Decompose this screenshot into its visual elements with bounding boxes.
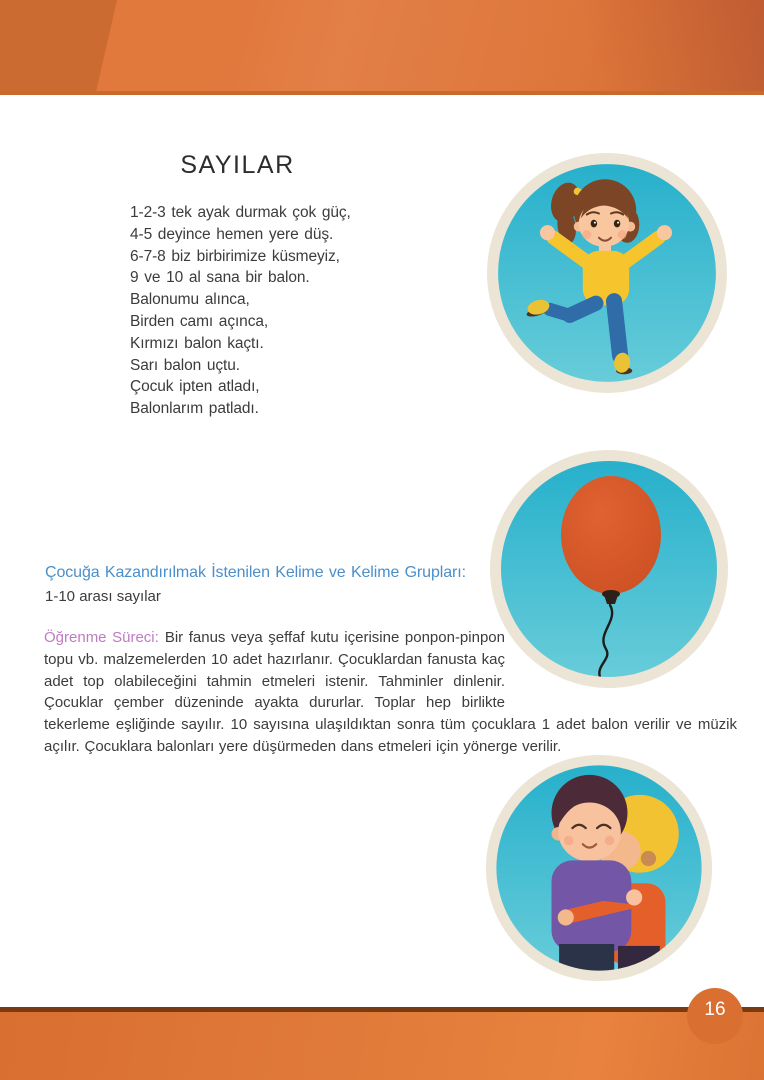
poem-line: 6-7-8 biz birbirimize küsmeyiz, xyxy=(130,247,340,265)
poem-line: Birden camı açınca, xyxy=(130,312,269,330)
poem-line: 9 ve 10 al sana bir balon. xyxy=(130,269,310,287)
page-title: SAYILAR xyxy=(180,151,295,179)
hugging-children-illustration xyxy=(485,754,713,982)
vocabulary-text: 1-10 arası sayılar xyxy=(45,588,161,605)
poem-line: Balonumu alınca, xyxy=(130,291,250,309)
footer-band xyxy=(0,1007,764,1080)
page-number-badge xyxy=(687,988,743,1044)
poem-line: 1-2-3 tek ayak durmak çok güç, xyxy=(130,204,351,221)
header-sheen xyxy=(0,0,764,91)
hugging-children-icon xyxy=(485,754,713,982)
vocabulary-heading: Çocuğa Kazandırılmak İstenilen Kelime ve Kelime Grupları: xyxy=(45,564,466,581)
balancing-child-illustration xyxy=(486,152,728,394)
red-balloon-illustration xyxy=(489,449,729,689)
vocabulary-section xyxy=(45,564,466,605)
red-balloon-icon xyxy=(489,449,729,689)
poem xyxy=(130,202,351,420)
header-band xyxy=(0,0,764,95)
poem-line: 4-5 deyince hemen yere düş. xyxy=(130,225,334,243)
poem-line: Kırmızı balon kaçtı. xyxy=(130,334,264,352)
process-label: Öğrenme Süreci: xyxy=(44,629,159,646)
process-text: Bir fanus veya şeffaf kutu içerisine ponpon-pinpon topu vb. malzemelerden 10 adet hazırlanır. Çocuklardan fanusta kaç adet top olabileceğini tahmin etmeleri istenir. Tahminler dinlenir. Çocuklar çember düzeninde ayakta dururlar. Toplar hep birlikte tekerleme eşliğinde sayılır. 10 sayısına ulaşıldıktan sonra tüm çocuklara 1 adet balon verilir ve müzik açılır. Çocuklara balonları yere düşürmeden dans etmeleri için yönerge verilir. xyxy=(44,629,737,755)
poem-line: Sarı balon uçtu. xyxy=(130,356,240,374)
page-number: 16 xyxy=(704,999,726,1020)
poem-line: Çocuk ipten atladı, xyxy=(130,378,260,396)
poem-line: Balonlarım patladı. xyxy=(130,400,259,418)
balancing-child-icon xyxy=(486,152,728,394)
